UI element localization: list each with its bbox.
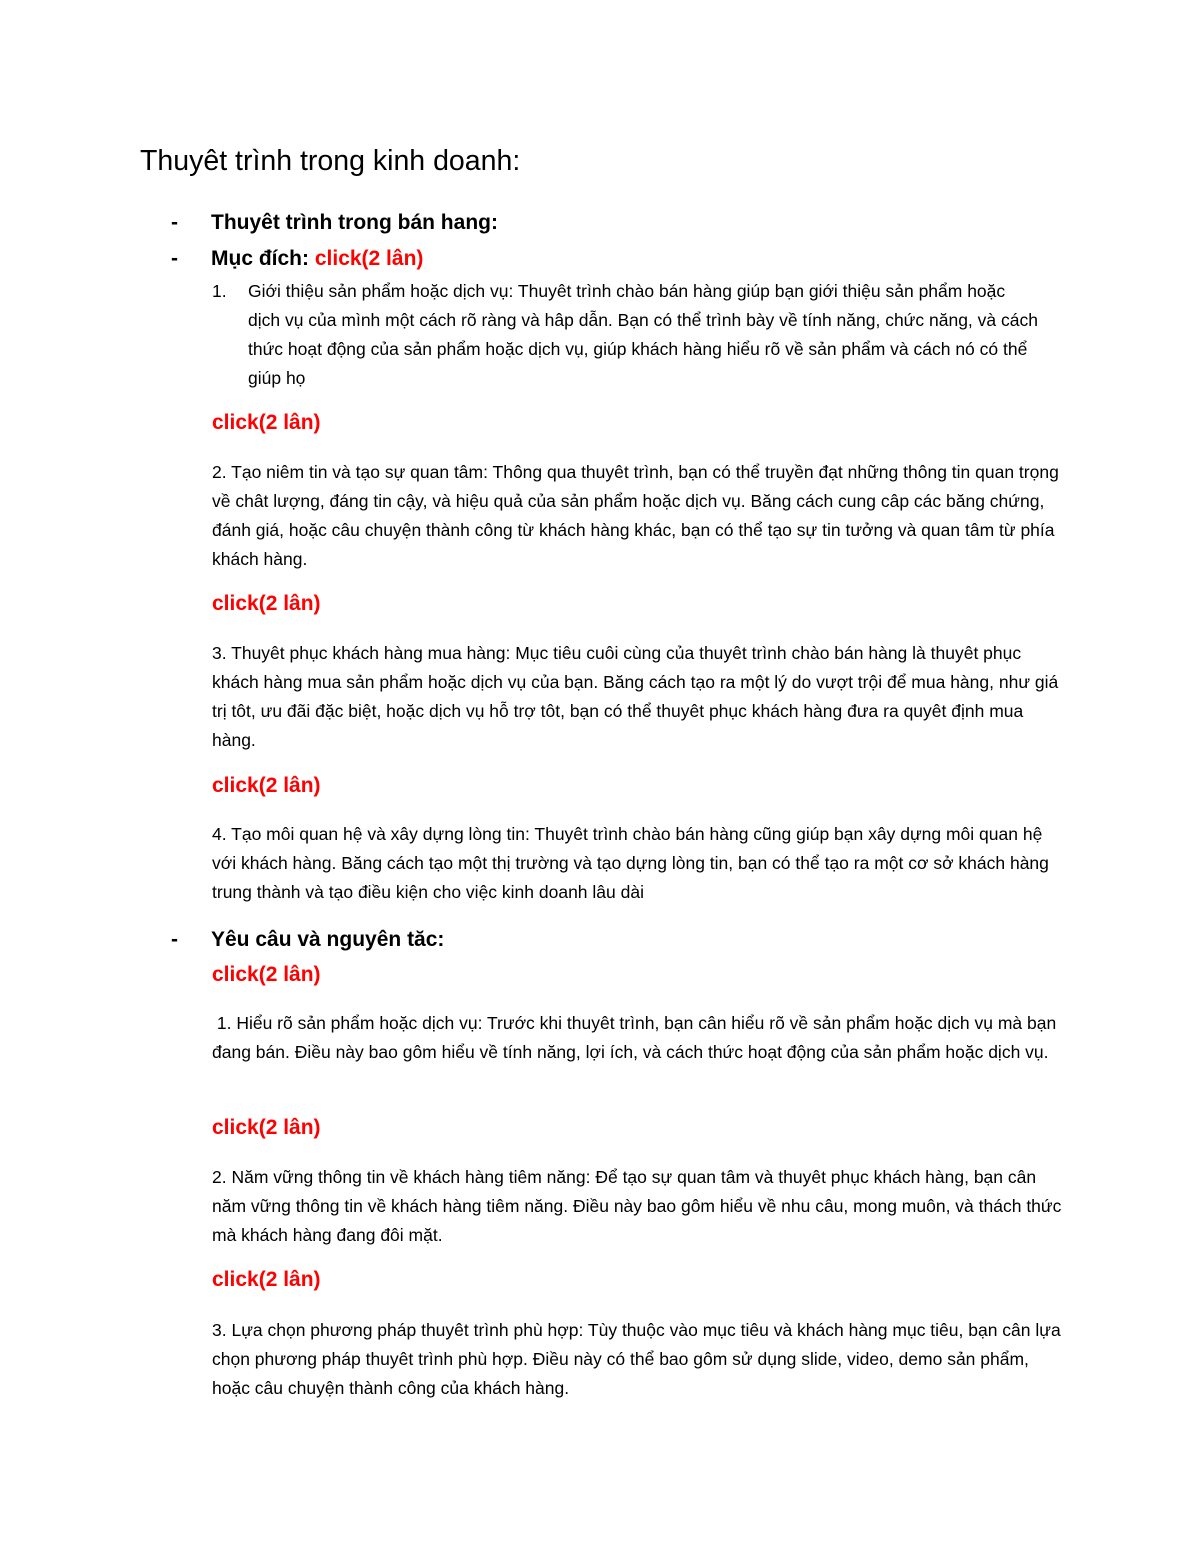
click-note: click(2 lân) [212,411,321,434]
bullet-dash: - [171,928,178,951]
requirement-item-2: 2. Năm vững thông tin về khách hàng tiêm năng: Để tạo sự quan tâm và thuyêt phục khách hàng, bạn cân năm vững thông tin về khách hàng tiêm năng. Điều này bao gôm hiểu về nhu câu, mong muôn, và thách thức mà khách hàng đang đôi mặt. [212,1167,1062,1245]
click-note: click(2 lân) [314,247,424,270]
bullet-dash: - [171,211,178,234]
requirement-item-3: 3. Lựa chọn phương pháp thuyêt trình phù hợp: Tùy thuộc vào mục tiêu và khách hàng mục tiêu, bạn cân lựa chọn phương pháp thuyêt trình phù hợp. Điều này có thể bao gôm sử dụng slide, video, demo sản phẩm, hoặc câu chuyện thành công của khách hàng. [212,1320,1061,1398]
purpose-item-4: 4. Tạo môi quan hệ và xây dựng lòng tin: Thuyêt trình chào bán hàng cũng giúp bạn xây dựng môi quan hệ với khách hàng. Băng cách tạo một thị trường và tạo dựng lòng tin, bạn có thể tạo ra một cơ sở khách hàng trung thành và tạo điều kiện cho việc kinh doanh lâu dài [212,824,1049,902]
bullet-dash: - [171,247,178,270]
bullet-purpose [171,244,423,274]
purpose-item-2: 2. Tạo niêm tin và tạo sự quan tâm: Thông qua thuyêt trình, bạn có thể truyền đạt những thông tin quan trọng về chât lượng, đáng tin cậy, và hiệu quả của sản phẩm hoặc dịch vụ. Băng cách cung câp các băng chứng, đánh giá, hoặc câu chuyện thành công từ khách hàng khác, bạn có thể tạo sự tin tưởng và quan tâm từ phía khách hàng. [212,462,1059,569]
bullet-sales-presentation [171,208,498,238]
bullet-label: Yêu câu và nguyên tăc: [211,928,445,951]
purpose-item-1 [212,277,1042,393]
click-note: click(2 lân) [212,963,321,986]
click-note: click(2 lân) [212,1116,321,1139]
purpose-item-3: 3. Thuyêt phục khách hàng mua hàng: Mục tiêu cuôi cùng của thuyêt trình chào bán hàng là thuyêt phục khách hàng mua sản phẩm hoặc dịch vụ của bạn. Băng cách tạo ra một lý do vượt trội để mua hàng, như giá trị tôt, ưu đãi đặc biệt, hoặc dịch vụ hỗ trợ tôt, bạn có thể thuyêt phục khách hàng đưa ra quyêt định mua hàng. [212,643,1059,750]
item-text: Giới thiệu sản phẩm hoặc dịch vụ: Thuyêt trình chào bán hàng giúp bạn giới thiệu sản phẩm hoặc dịch vụ của mình một cách rõ ràng và hâp dẫn. Bạn có thể trình bày về tính năng, chức năng, và cách thức hoạt động của sản phẩm hoặc dịch vụ, giúp khách hàng hiểu rõ về sản phẩm và cách nó có thể giúp họ [248,281,1038,388]
bullet-requirements [171,925,444,955]
click-note: click(2 lân) [212,774,321,797]
page-title: Thuyêt trình trong kinh doanh: [140,145,521,177]
requirement-item-1: 1. Hiểu rõ sản phẩm hoặc dịch vụ: Trước khi thuyêt trình, bạn cân hiểu rõ về sản phẩm hoặc dịch vụ mà bạn đang bán. Điều này bao gôm hiểu về tính năng, lợi ích, và cách thức hoạt động của sản phẩm hoặc dịch vụ. [212,1013,1062,1062]
click-note: click(2 lân) [212,592,321,615]
click-note: click(2 lân) [212,1268,321,1291]
bullet-label: Mục đích: [211,247,309,270]
bullet-label: Thuyêt trình trong bán hang: [211,211,498,234]
item-number: 1. [212,281,227,301]
